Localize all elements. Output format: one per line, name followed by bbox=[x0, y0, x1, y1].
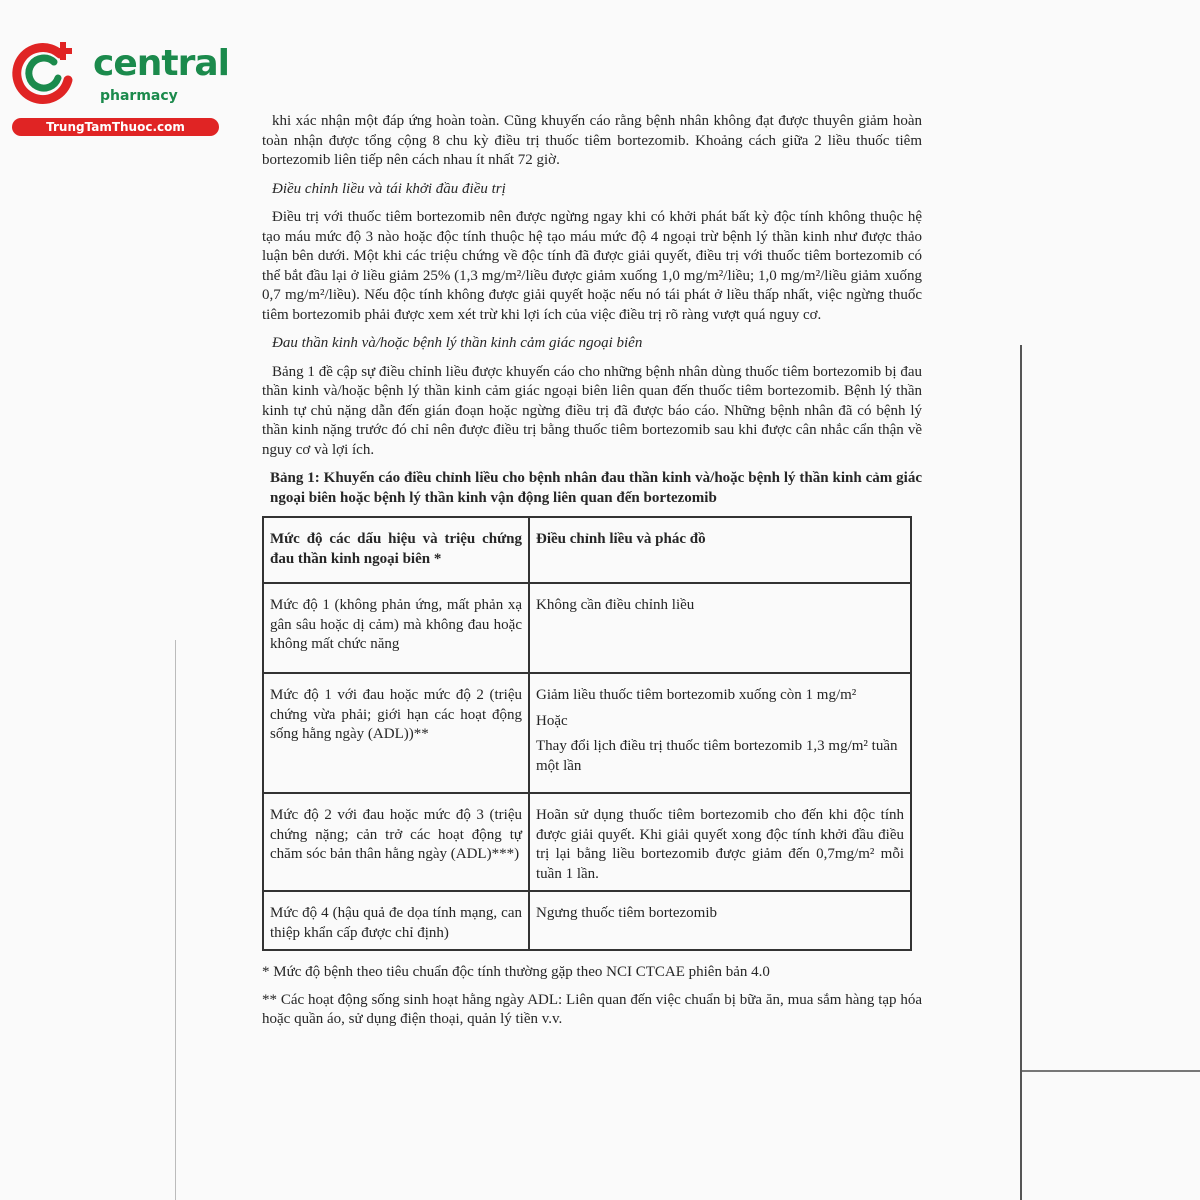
table-row bbox=[263, 891, 911, 950]
table-cell-level: Mức độ 2 với đau hoặc mức độ 3 (triệu chứng nặng; cản trở các hoạt động tự chăm sóc bản thân hằng ngày (ADL)***) bbox=[263, 793, 529, 891]
action-option-b: Thay đổi lịch điều trị thuốc tiêm bortezomib 1,3 mg/m² tuần một lần bbox=[536, 738, 898, 774]
section-heading: Điều chỉnh liều và tái khởi đầu điều trị bbox=[272, 180, 506, 197]
logo-website: TrungTamThuoc.com bbox=[12, 118, 219, 136]
paragraph: khi xác nhận một đáp ứng hoàn toàn. Cũng khuyến cáo rằng bệnh nhân không đạt được thuyên giảm hoàn toàn nhận được tổng cộng 8 chu kỳ điều trị thuốc tiêm bortezomib. Khoảng cách giữa 2 liều thuốc tiêm bortezomib liên tiếp nên cách nhau ít nhất 72 giờ. bbox=[262, 113, 922, 168]
document-body bbox=[262, 112, 922, 1030]
pharmacy-logo-icon bbox=[10, 36, 80, 106]
section-heading: Đau thần kinh và/hoặc bệnh lý thần kinh cảm giác ngoại biên bbox=[272, 335, 643, 351]
table-row bbox=[263, 583, 911, 673]
paragraph: Điều trị với thuốc tiêm bortezomib nên được ngừng ngay khi có khởi phát bất kỳ độc tính không thuộc hệ tạo máu mức độ 3 nào hoặc độc tính thuộc hệ tạo máu mức độ 4 ngoại trừ bệnh lý thần kinh như được thảo luận bên dưới. Một khi các triệu chứng về độc tính đã được giải quyết, điều trị với thuốc tiêm bortezomib có thể bắt đầu lại ở liều giảm 25% (1,3 mg/m²/liều được giảm xuống 1,0 mg/m²/liều; 1,0 mg/m²/liều giảm xuống 0,7 mg/m²/liều). Nếu độc tính không được giải quyết hoặc nếu nó tái phát ở liều thấp nhất, việc ngừng thuốc tiêm bortezomib phải được xem xét trừ khi lợi ích của việc điều trị rõ ràng vượt quá nguy cơ. bbox=[262, 209, 922, 323]
logo-name: central bbox=[93, 43, 229, 84]
footnote: * Mức độ bệnh theo tiêu chuẩn độc tính thường gặp theo NCI CTCAE phiên bản 4.0 bbox=[262, 964, 770, 980]
table-cell-action bbox=[529, 673, 911, 793]
table-header-cell: Mức độ các dấu hiệu và triệu chứng đau thần kinh ngoại biên * bbox=[263, 517, 529, 583]
logo-subtitle: pharmacy bbox=[100, 88, 178, 104]
table-title: Bảng 1: Khuyến cáo điều chỉnh liều cho bệnh nhân đau thần kinh và/hoặc bệnh lý thần kinh cảm giác ngoại biên hoặc bệnh lý thần kinh vận động liên quan đến bortezomib bbox=[270, 470, 922, 506]
action-option-a: Giảm liều thuốc tiêm bortezomib xuống còn 1 mg/m² bbox=[536, 687, 857, 703]
table-cell-action: Ngưng thuốc tiêm bortezomib bbox=[529, 891, 911, 950]
footnote: ** Các hoạt động sống sinh hoạt hằng ngày ADL: Liên quan đến việc chuẩn bị bữa ăn, mua sắm hàng tạp hóa hoặc quần áo, sử dụng điện thoại, quản lý tiền v.v. bbox=[262, 991, 922, 1027]
table-header-cell: Điều chỉnh liều và phác đồ bbox=[529, 517, 911, 583]
central-pharmacy-logo[interactable] bbox=[10, 36, 229, 136]
scan-edge-line bbox=[1022, 1070, 1200, 1072]
scan-edge-line bbox=[175, 640, 176, 1200]
table-cell-level: Mức độ 1 (không phản ứng, mất phản xạ gân sâu hoặc dị cảm) mà không đau hoặc không mất chức năng bbox=[263, 583, 529, 673]
table-cell-level: Mức độ 4 (hậu quả đe dọa tính mạng, can thiệp khẩn cấp được chỉ định) bbox=[263, 891, 529, 950]
table-cell-action: Không cần điều chỉnh liều bbox=[529, 583, 911, 673]
table-cell-action: Hoãn sử dụng thuốc tiêm bortezomib cho đến khi độc tính được giải quyết. Khi giải quyết xong độc tính khởi đầu điều trị lại bằng liều bortezomib được giảm đến 0,7mg/m² mỗi tuần 1 lần. bbox=[529, 793, 911, 891]
dose-adjustment-table bbox=[262, 516, 912, 951]
table-cell-level: Mức độ 1 với đau hoặc mức độ 2 (triệu chứng vừa phải; giới hạn các hoạt động sống hằng ngày (ADL))** bbox=[263, 673, 529, 793]
table-row bbox=[263, 673, 911, 793]
paragraph: Bảng 1 đề cập sự điều chỉnh liều được khuyến cáo cho những bệnh nhân dùng thuốc tiêm bortezomib bị đau thần kinh và/hoặc bệnh lý thần kinh cảm giác ngoại biên liên quan đến thuốc tiêm bortezomib. Bệnh lý thần kinh tự chủ nặng dẫn đến gián đoạn hoặc ngừng điều trị đã được báo cáo. Những bệnh nhân đã có bệnh lý thần kinh nặng trước đó chỉ nên được điều trị bằng thuốc tiêm bortezomib sau khi được cân nhắc cẩn thận về nguy cơ và lợi ích. bbox=[262, 363, 922, 458]
table-header-row bbox=[263, 517, 911, 583]
action-or: Hoặc bbox=[536, 712, 568, 729]
table-row bbox=[263, 793, 911, 891]
